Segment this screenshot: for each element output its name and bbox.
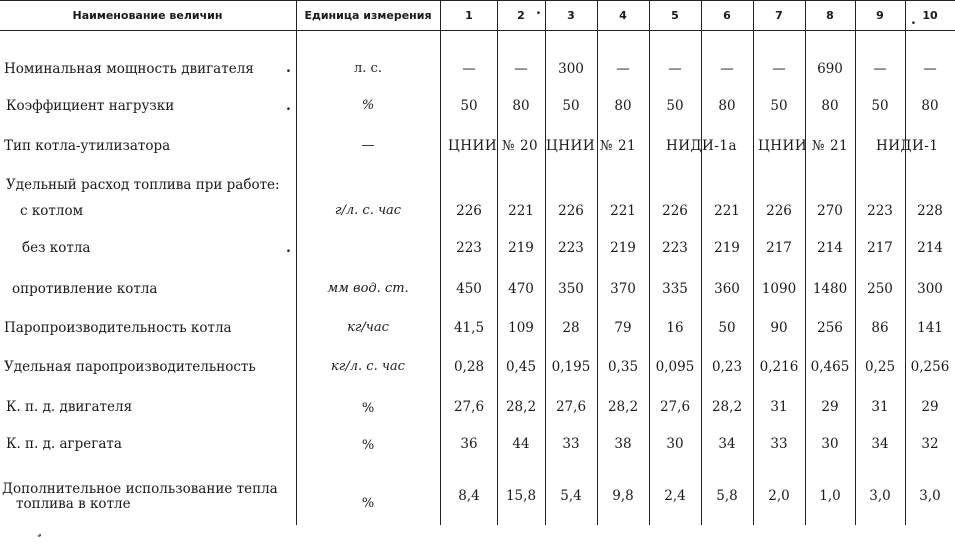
table-cell: 2,4 — [664, 488, 686, 504]
table-cell: 470 — [508, 281, 534, 297]
table-cell: 0,35 — [607, 359, 639, 375]
table-cell: 27,6 — [453, 399, 485, 415]
table-cell: 228 — [917, 203, 943, 219]
table-cell: 223 — [456, 240, 482, 256]
table-cell: 79 — [614, 320, 632, 336]
table-cell: 217 — [766, 240, 792, 256]
table-cell: 50 — [718, 320, 736, 336]
table-cell: 50 — [770, 98, 788, 114]
table-cell: 1090 — [761, 281, 797, 297]
row-label-resistance: опротивление котла — [12, 281, 158, 297]
table-cell: 29 — [921, 399, 939, 415]
boiler-type-cols-7-8: ЦНИИ № 21 — [758, 138, 849, 154]
table-cell: 80 — [512, 98, 530, 114]
table-cell: 256 — [817, 320, 843, 336]
table-cell: 80 — [921, 98, 939, 114]
table-cell: 223 — [558, 240, 584, 256]
table-cell: 29 — [821, 399, 839, 415]
table-cell: 86 — [871, 320, 889, 336]
table-cell: — — [514, 61, 528, 77]
table-cell: 5,8 — [716, 488, 738, 504]
table-cell: 214 — [917, 240, 943, 256]
table-cell: 214 — [817, 240, 843, 256]
table-cell: 0,256 — [910, 359, 950, 375]
table-cell: 141 — [917, 320, 943, 336]
table-cell: 223 — [867, 203, 893, 219]
table-cell: 221 — [508, 203, 534, 219]
unit-heat-use: % — [361, 496, 375, 511]
table-cell: 350 — [558, 281, 584, 297]
header-col-6: 6 — [723, 8, 731, 22]
leader-dot: . — [536, 2, 541, 18]
table-cell: 80 — [718, 98, 736, 114]
unit-load: % — [361, 98, 375, 113]
table-cell: 33 — [770, 436, 788, 452]
table-cell: 80 — [614, 98, 632, 114]
table-cell: — — [616, 61, 630, 77]
boiler-type-cols-1-2: ЦНИИ № 20 — [448, 138, 539, 154]
row-label-fuel: Удельный расход топлива при работе: — [6, 177, 280, 193]
table-cell: 36 — [460, 436, 478, 452]
table-cell: 50 — [562, 98, 580, 114]
row-label-with-boiler: с котлом — [20, 203, 84, 219]
table-cell: 226 — [662, 203, 688, 219]
table-cell: 16 — [666, 320, 684, 336]
table-cell: 219 — [610, 240, 636, 256]
table-cell: 15,8 — [505, 488, 537, 504]
table-cell: 300 — [917, 281, 943, 297]
row-label-without-boiler: без котла — [22, 240, 91, 256]
table-cell: 50 — [460, 98, 478, 114]
table-cell: 28,2 — [607, 399, 639, 415]
table-cell: 221 — [610, 203, 636, 219]
table-cell: — — [668, 61, 682, 77]
table-cell: 31 — [770, 399, 788, 415]
header-col-9: 9 — [876, 8, 884, 22]
table-cell: 690 — [817, 61, 843, 77]
table-cell: 360 — [714, 281, 740, 297]
table-cell: 50 — [871, 98, 889, 114]
table-cell: 27,6 — [555, 399, 587, 415]
table-cell: 300 — [558, 61, 584, 77]
boiler-type-cols-3-4: ЦНИИ № 21 — [546, 138, 637, 154]
table-cell: 32 — [921, 436, 939, 452]
table-cell: 33 — [562, 436, 580, 452]
header-col-2: 2 — [517, 8, 525, 22]
table-cell: 30 — [666, 436, 684, 452]
table-cell: 50 — [666, 98, 684, 114]
row-label-boiler-type: Тип котла-утилизатора — [4, 138, 171, 154]
leader-dot: . — [286, 60, 291, 76]
table-cell: 5,4 — [560, 488, 582, 504]
table-cell: 219 — [714, 240, 740, 256]
table-cell: 270 — [817, 203, 843, 219]
header-top-rule — [0, 0, 955, 1]
table-cell: 250 — [867, 281, 893, 297]
table-cell: — — [873, 61, 887, 77]
header-col-1: 1 — [465, 8, 473, 22]
unit-boiler-type: — — [361, 138, 375, 153]
row-label-load: Коэффициент нагрузки — [6, 98, 175, 114]
leader-dot: . — [286, 240, 291, 256]
header-unit: Единица измерения — [304, 8, 432, 22]
header-name: Наименование величин — [72, 8, 223, 22]
table-cell: — — [462, 61, 476, 77]
table-cell: 221 — [714, 203, 740, 219]
table-cell: 217 — [867, 240, 893, 256]
table-cell: 31 — [871, 399, 889, 415]
table-cell: 44 — [512, 436, 530, 452]
page-mark: ¸ — [36, 522, 43, 538]
table-cell: 34 — [871, 436, 889, 452]
table-cell: 41,5 — [453, 320, 485, 336]
row-label-heat-use: Дополнительное использование тепла — [2, 481, 278, 497]
table-cell: 335 — [662, 281, 688, 297]
header-col-3: 3 — [567, 8, 575, 22]
table-cell: 0,216 — [759, 359, 799, 375]
table-cell: 223 — [662, 240, 688, 256]
table-cell: 30 — [821, 436, 839, 452]
table-cell: 28 — [562, 320, 580, 336]
unit-power: л. с. — [354, 61, 382, 76]
header-col-10: 10 — [922, 8, 938, 22]
boiler-type-cols-5-6: НИДИ-1а — [666, 138, 737, 154]
unit-unit-eff: % — [361, 438, 375, 453]
table-cell: 3,0 — [919, 488, 941, 504]
row-label-specific-steam: Удельная паропроизводительность — [4, 359, 256, 375]
table-cell: 226 — [766, 203, 792, 219]
table-cell: 1480 — [812, 281, 848, 297]
table-cell: 226 — [456, 203, 482, 219]
unit-engine-eff: % — [361, 401, 375, 416]
table-cell: 0,095 — [655, 359, 695, 375]
table-cell: 8,4 — [458, 488, 480, 504]
table-cell: 3,0 — [869, 488, 891, 504]
row-label-heat-use-line2: топлива в котле — [16, 496, 131, 512]
table-cell: 1,0 — [819, 488, 841, 504]
row-label-steam: Паропроизводительность котла — [4, 320, 232, 336]
boiler-type-cols-9-10: НИДИ-1 — [876, 138, 939, 154]
table-cell: 219 — [508, 240, 534, 256]
table-cell: 0,23 — [711, 359, 743, 375]
header-col-4: 4 — [619, 8, 627, 22]
table-cell: — — [720, 61, 734, 77]
header-col-5: 5 — [671, 8, 679, 22]
table-cell: 0,465 — [810, 359, 850, 375]
leader-dot: . — [286, 98, 291, 114]
table-cell: 2,0 — [768, 488, 790, 504]
table-cell: 0,195 — [551, 359, 591, 375]
leader-dot: . — [911, 12, 916, 28]
unit-steam: кг/час — [347, 320, 389, 335]
table-cell: 34 — [718, 436, 736, 452]
table-cell: 28,2 — [711, 399, 743, 415]
table-cell: 0,25 — [864, 359, 896, 375]
header-col-7: 7 — [775, 8, 783, 22]
unit-resistance: мм вод. ст. — [327, 281, 409, 296]
table-cell: 0,28 — [453, 359, 485, 375]
row-label-engine-eff: К. п. д. двигателя — [6, 399, 133, 415]
table-cell: 450 — [456, 281, 482, 297]
header-col-8: 8 — [826, 8, 834, 22]
table-cell: 80 — [821, 98, 839, 114]
table-cell: 9,8 — [612, 488, 634, 504]
table-cell: — — [923, 61, 937, 77]
unit-with-boiler: г/л. с. час — [334, 203, 402, 218]
table-cell: 27,6 — [659, 399, 691, 415]
table-cell: 90 — [770, 320, 788, 336]
table-cell: 0,45 — [505, 359, 537, 375]
table-cell: 109 — [508, 320, 534, 336]
row-label-unit-eff: К. п. д. агрегата — [6, 436, 122, 452]
table-cell: — — [772, 61, 786, 77]
table-cell: 226 — [558, 203, 584, 219]
unit-specific-steam: кг/л. с. час — [331, 359, 405, 374]
header-bottom-rule — [0, 30, 955, 31]
table-cell: 370 — [610, 281, 636, 297]
table-cell: 28,2 — [505, 399, 537, 415]
row-label-power: Номинальная мощность двигателя — [4, 61, 254, 77]
table-cell: 38 — [614, 436, 632, 452]
